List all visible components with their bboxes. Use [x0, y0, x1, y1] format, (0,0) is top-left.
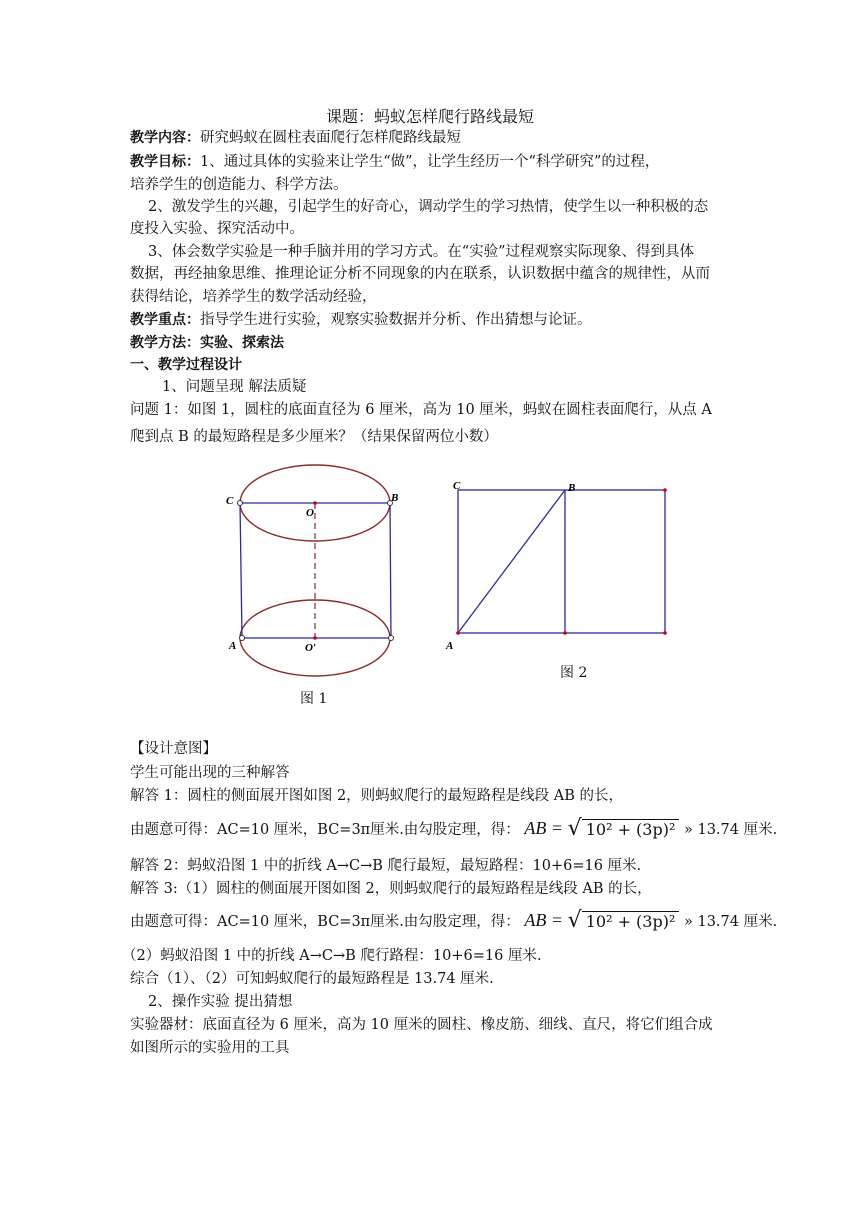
focus-line	[130, 310, 592, 330]
subsection-2: 2、操作实验 提出猜想	[148, 994, 293, 1010]
equipment-1: 实验器材：底面直径为 6 厘米，高为 10 厘米的圆柱、橡皮筋、细线、直尺，将它们组合成	[130, 1017, 713, 1033]
label-o: O	[306, 507, 314, 519]
formula-rhs: » 13.74 厘米.	[683, 822, 778, 838]
sqrt-expression: √ 10² + (3p)²	[568, 819, 680, 841]
derivation-line-2	[130, 910, 777, 933]
answer-3-part-2: （2）蚂蚁沿图 1 中的折线 A→C→B 爬行路程：10+6=16 厘米.	[122, 948, 542, 964]
label-a: A	[446, 640, 454, 652]
figure-2-caption: 图 2	[560, 665, 588, 681]
derivation-text: 由题意可得：AC=10 厘米，BC=3π厘米.由勾股定理，得：	[130, 822, 520, 838]
summary: 综合（1）、（2）可知蚂蚁爬行的最短路程是 13.74 厘米.	[130, 971, 494, 987]
derivation-line-1	[130, 818, 777, 841]
page-title: 课题：蚂蚁怎样爬行路线最短	[325, 107, 534, 126]
goal-1a: 1、通过具体的实验来让学生“做”，让学生经历一个“科学研究”的过程，	[200, 154, 660, 170]
label-a: A	[229, 640, 237, 652]
figure-1-cylinder	[225, 458, 410, 688]
goal-label: 教学目标：	[130, 154, 200, 170]
radicand: 10² + (3p)²	[582, 819, 680, 840]
figure-2-net	[440, 478, 680, 653]
goal-3c: 获得结论，培养学生的数学活动经验，	[130, 289, 377, 305]
formula-lhs: AB =	[524, 910, 564, 930]
content-label: 教学内容：	[130, 130, 200, 146]
point-c	[238, 501, 243, 506]
answer-3: 解答 3:（1）圆柱的侧面展开图如图 2，则蚂蚁爬行的最短路程是线段 AB 的长，	[130, 881, 652, 897]
figure-1-caption: 图 1	[300, 691, 328, 707]
point-mid-bottom	[563, 631, 567, 635]
goal-3a: 3、体会数学实验是一种手脑并用的学习方式。在“实验”过程观察实际现象、得到具体	[148, 244, 695, 260]
goal-3b: 数据，再经抽象思维、推理论证分析不同现象的内在联系，认识数据中蕴含的规律性，从而	[130, 266, 710, 282]
goal-1b: 培养学生的创造能力、科学方法。	[130, 177, 348, 193]
content-text: 研究蚂蚁在圆柱表面爬行怎样爬路线最短	[200, 130, 461, 146]
content-line	[130, 128, 461, 148]
equipment-2: 如图所示的实验用的工具	[130, 1040, 290, 1056]
goal-2a: 2、激发学生的兴趣，引起学生的好奇心，调动学生的学习热情，使学生以一种积极的态	[148, 199, 709, 215]
goal-line-1	[130, 152, 659, 172]
formula-rhs: » 13.74 厘米.	[683, 914, 778, 930]
point-b-bottom	[389, 636, 394, 641]
point-a	[240, 636, 245, 641]
question-1a: 问题 1：如图 1，圆柱的底面直径为 6 厘米，高为 10 厘米，蚂蚁在圆柱表面爬行，从点 A	[130, 402, 712, 418]
design-intent: 【设计意图】	[130, 741, 217, 757]
corner-top-right	[663, 488, 667, 492]
net-rectangle	[458, 490, 665, 633]
radicand: 10² + (3p)²	[582, 911, 680, 932]
focus-label: 教学重点：	[130, 312, 200, 328]
line-ab-diagonal	[458, 490, 565, 633]
three-solutions: 学生可能出现的三种解答	[130, 765, 290, 781]
answer-2: 解答 2：蚂蚁沿图 1 中的折线 A→C→B 爬行最短，最短路程：10+6=16 厘米.	[130, 858, 642, 874]
answer-1: 解答 1：圆柱的侧面展开图如图 2，则蚂蚁爬行的最短路程是线段 AB 的长，	[130, 788, 624, 804]
line-left-side	[240, 503, 242, 638]
corner-bottom-right	[663, 631, 667, 635]
label-b: B	[568, 482, 576, 494]
method-line: 教学方法：实验、探索法	[130, 335, 284, 351]
point-o2	[313, 636, 317, 640]
focus-text: 指导学生进行实验，观察实验数据并分析、作出猜想与论证。	[200, 312, 592, 328]
subsection-1: 1、问题呈现 解法质疑	[162, 379, 307, 395]
formula-lhs: AB =	[524, 818, 564, 838]
section-heading: 一、教学过程设计	[130, 357, 242, 373]
line-right-side	[390, 503, 391, 638]
label-c: C	[226, 495, 234, 507]
label-b: B	[391, 492, 399, 504]
sqrt-expression: √ 10² + (3p)²	[568, 911, 680, 933]
point-o	[313, 501, 317, 505]
derivation-text: 由题意可得：AC=10 厘米，BC=3π厘米.由勾股定理，得：	[130, 914, 520, 930]
goal-2b: 度投入实验、探究活动中。	[130, 221, 304, 237]
question-1b: 爬到点 B 的最短路程是多少厘米？（结果保留两位小数）	[130, 429, 498, 445]
label-o2: O′	[305, 642, 317, 654]
label-c: C	[453, 480, 461, 492]
point-a	[456, 631, 460, 635]
